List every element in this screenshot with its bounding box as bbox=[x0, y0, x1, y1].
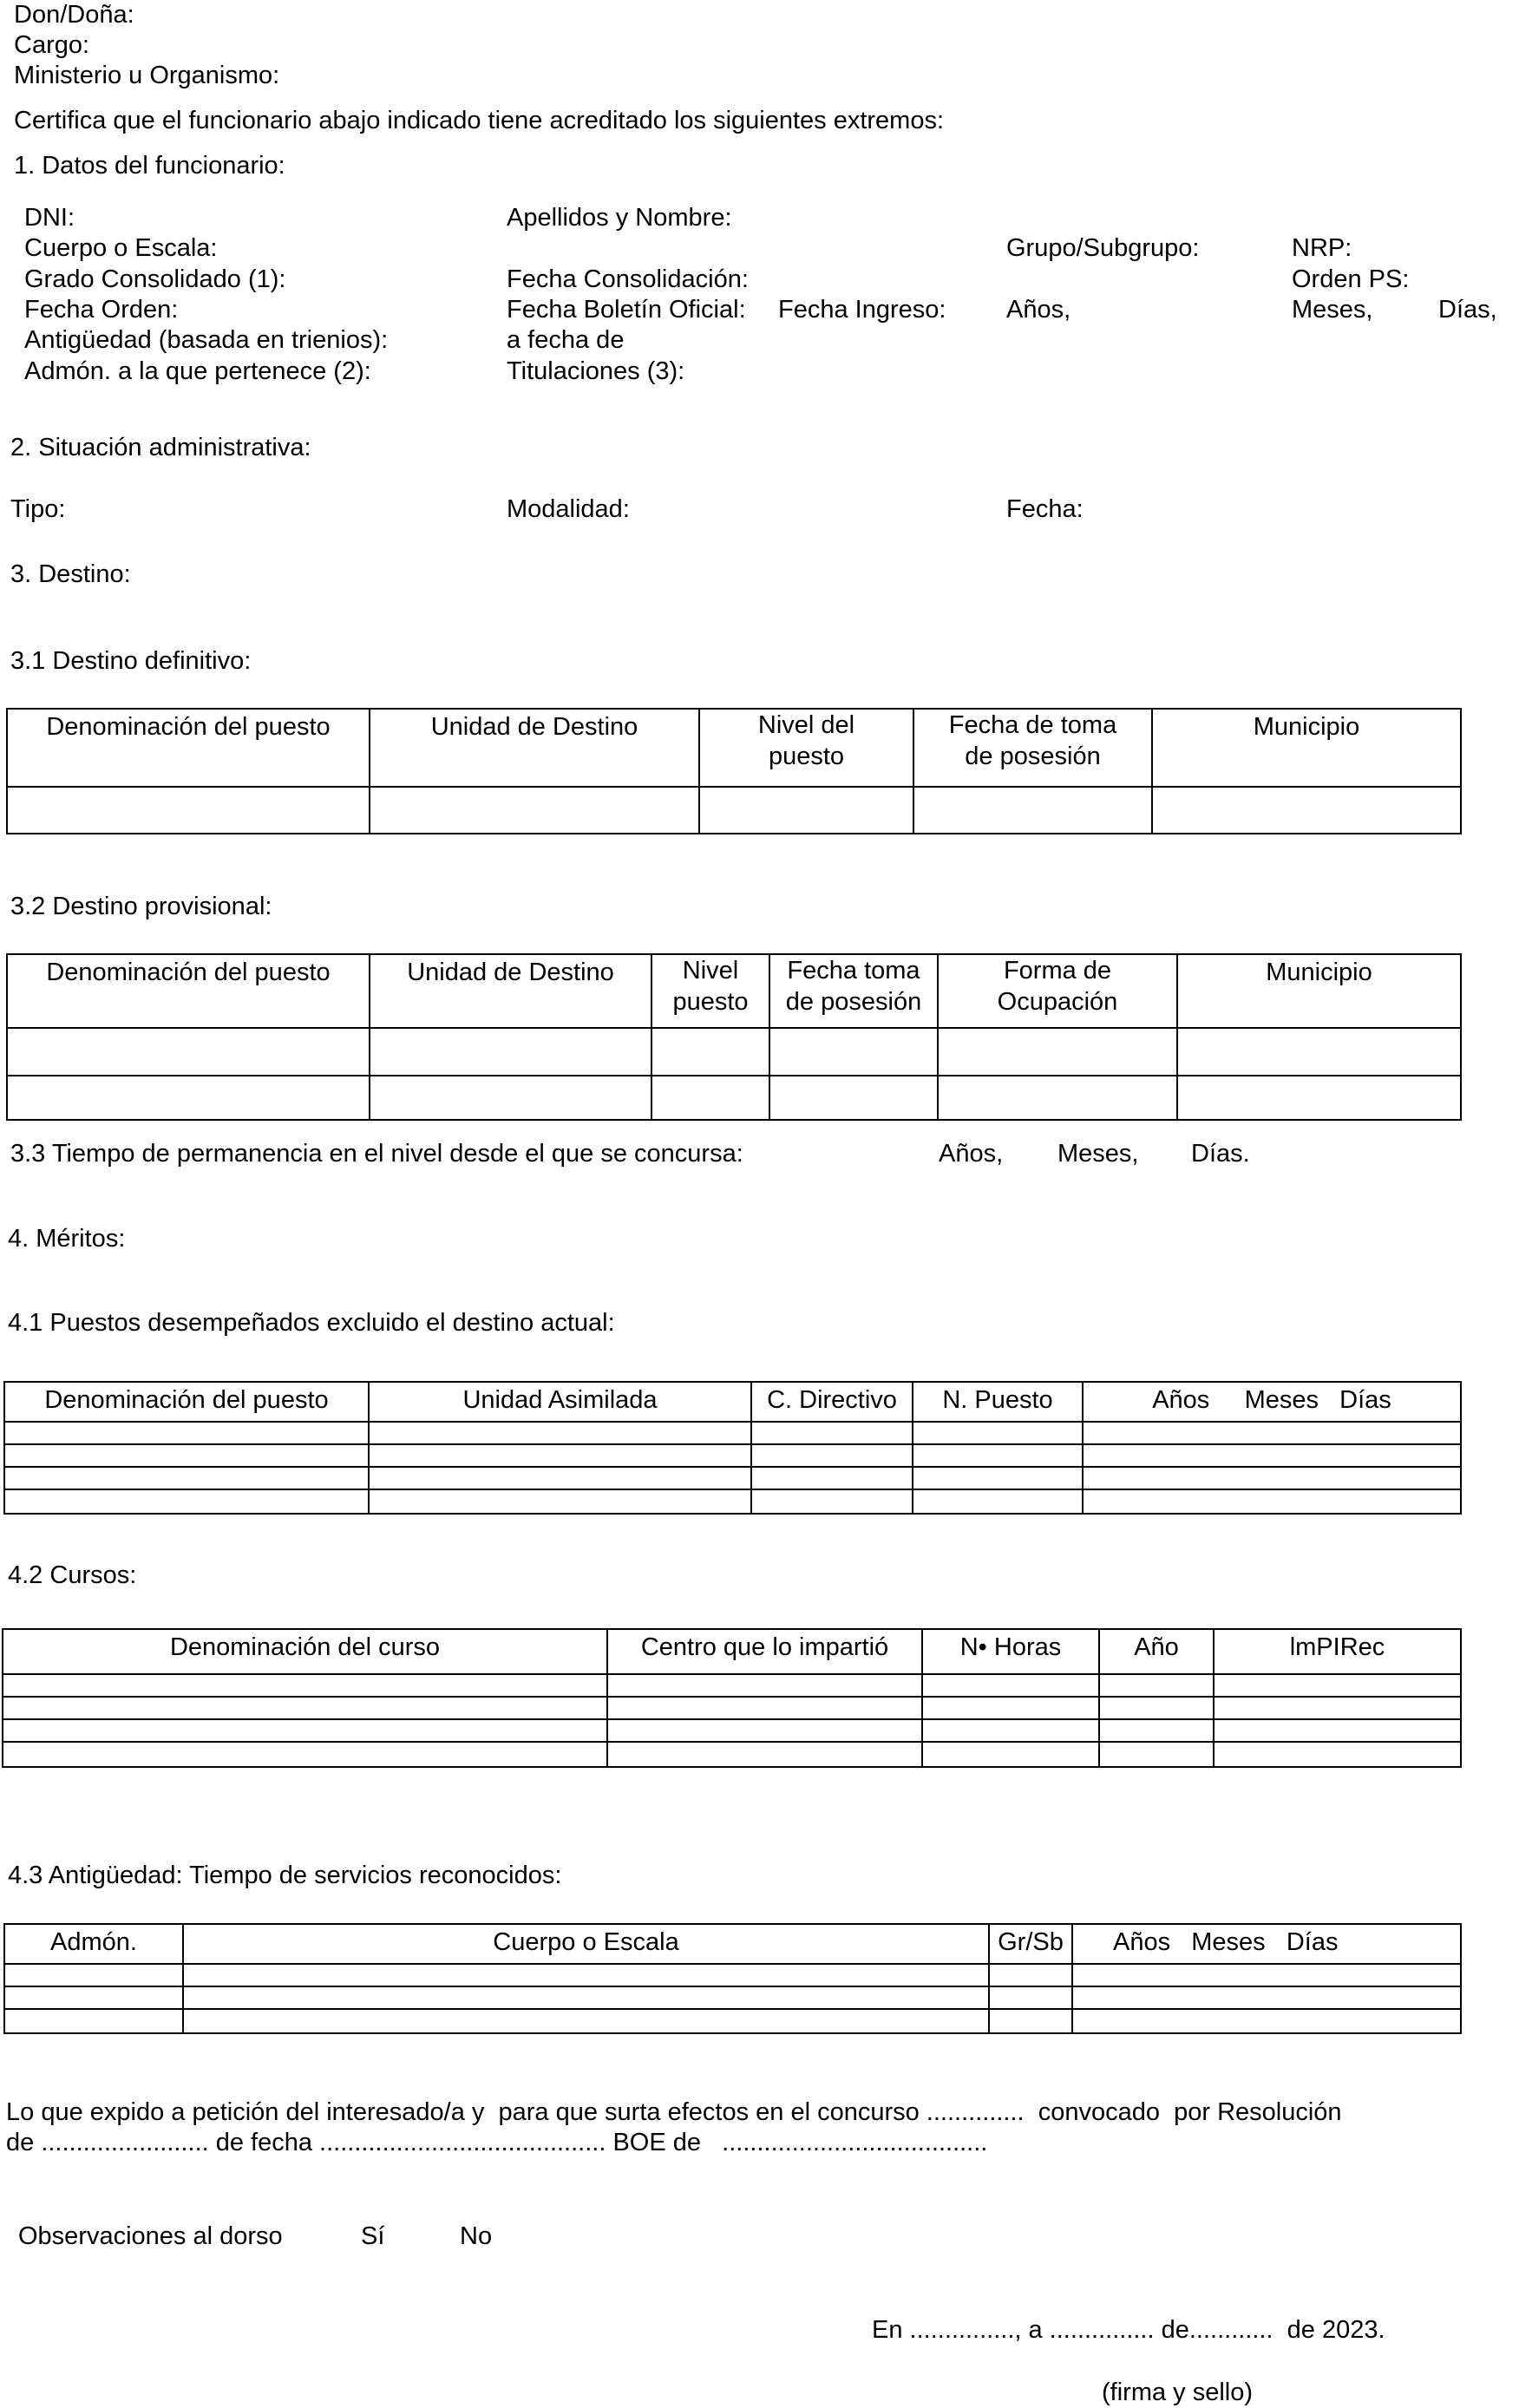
grupo-label: Grupo/Subgrupo: bbox=[1006, 234, 1200, 262]
table-cell[interactable] bbox=[184, 1987, 990, 2008]
table-cell[interactable] bbox=[752, 1445, 913, 1466]
col-forma-ocupacion: Forma de Ocupación bbox=[939, 955, 1178, 1027]
table-cell[interactable] bbox=[770, 1029, 939, 1075]
table-cell[interactable] bbox=[1215, 1743, 1460, 1766]
table-cell[interactable] bbox=[1178, 1029, 1460, 1075]
table-cell[interactable] bbox=[923, 1698, 1100, 1718]
table-row bbox=[3, 1718, 1460, 1741]
table-cell[interactable] bbox=[652, 1029, 770, 1075]
permanencia-dias: Días. bbox=[1191, 1140, 1250, 1168]
nrp-label: NRP: bbox=[1292, 234, 1352, 262]
table-header-row bbox=[5, 1383, 1460, 1421]
col-denominacion-curso: Denominación del curso bbox=[3, 1630, 608, 1673]
col-anios-meses-dias: Años Meses Días bbox=[1113, 1928, 1339, 1956]
table-header-row bbox=[3, 1630, 1460, 1673]
table-cell[interactable] bbox=[1178, 1076, 1460, 1119]
table-cell[interactable] bbox=[184, 1965, 990, 1986]
fecha-consolidacion-label: Fecha Consolidación: bbox=[507, 265, 749, 293]
cargo-label: Cargo: bbox=[14, 31, 90, 59]
col-fecha-toma: Fecha toma de posesión bbox=[770, 955, 939, 1027]
observaciones-no[interactable]: No bbox=[460, 2222, 493, 2250]
titulaciones-label: Titulaciones (3): bbox=[507, 357, 685, 385]
table-cell[interactable] bbox=[1100, 1743, 1215, 1766]
fecha-label: Fecha: bbox=[1006, 495, 1084, 523]
table-cell[interactable] bbox=[939, 1029, 1178, 1075]
table-cell[interactable] bbox=[1215, 1720, 1460, 1741]
table-cell[interactable] bbox=[923, 1675, 1100, 1696]
table-cell[interactable] bbox=[1100, 1720, 1215, 1741]
col-nivel: Nivel puesto bbox=[652, 955, 770, 1027]
table-cell[interactable] bbox=[370, 1076, 652, 1119]
section-3-title: 3. Destino: bbox=[10, 560, 131, 588]
observaciones-label: Observaciones al dorso bbox=[18, 2222, 283, 2250]
col-nivel: Nivel del puesto bbox=[700, 710, 914, 786]
modalidad-label: Modalidad: bbox=[507, 495, 630, 523]
table-cell[interactable] bbox=[608, 1698, 923, 1718]
section-31-title: 3.1 Destino definitivo: bbox=[10, 647, 252, 675]
a-fecha-label: a fecha de bbox=[507, 326, 625, 354]
table-row bbox=[5, 1489, 1460, 1513]
table-cell[interactable] bbox=[1215, 1675, 1460, 1696]
puestos-desempenados-table bbox=[3, 1381, 1462, 1515]
table-cell[interactable] bbox=[5, 1965, 184, 1986]
table-cell[interactable] bbox=[770, 1076, 939, 1119]
col-denominacion: Denominación del puesto bbox=[8, 955, 370, 1027]
col-admon: Admón. bbox=[5, 1925, 184, 1963]
table-row bbox=[3, 1696, 1460, 1718]
table-header-row bbox=[8, 710, 1460, 786]
lugar-fecha: En ..............., a ............... de............ de 2023. bbox=[872, 2316, 1385, 2344]
table-cell[interactable] bbox=[3, 1675, 608, 1696]
fecha-boletin-label: Fecha Boletín Oficial: bbox=[507, 296, 746, 324]
table-header-row bbox=[5, 1925, 1460, 1963]
table-cell[interactable] bbox=[5, 1423, 370, 1443]
permanencia-anios: Años, bbox=[939, 1140, 1004, 1168]
table-row bbox=[3, 1741, 1460, 1766]
destino-definitivo-table bbox=[6, 708, 1462, 834]
table-cell[interactable] bbox=[3, 1743, 608, 1766]
table-row bbox=[5, 1466, 1460, 1489]
table-cell[interactable] bbox=[608, 1675, 923, 1696]
fecha-orden-label: Fecha Orden: bbox=[24, 296, 179, 324]
table-cell[interactable] bbox=[5, 2010, 184, 2032]
col-horas: N• Horas bbox=[923, 1630, 1100, 1673]
table-cell[interactable] bbox=[1100, 1698, 1215, 1718]
admon-label: Admón. a la que pertenece (2): bbox=[24, 357, 371, 385]
table-row bbox=[5, 2008, 1460, 2032]
section-41-title: 4.1 Puestos desempeñados excluido el destino actual: bbox=[8, 1309, 615, 1337]
dias-label: Días, bbox=[1438, 296, 1497, 324]
table-cell[interactable] bbox=[913, 1423, 1084, 1443]
destino-provisional-table bbox=[6, 953, 1462, 1121]
table-cell[interactable] bbox=[1073, 1965, 1460, 1986]
table-row bbox=[8, 786, 1460, 833]
table-cell[interactable] bbox=[8, 1076, 370, 1119]
col-cuerpo-escala: Cuerpo o Escala bbox=[184, 1925, 990, 1963]
grado-label: Grado Consolidado (1): bbox=[24, 265, 286, 293]
firma-sello: (firma y sello) bbox=[1102, 2379, 1254, 2406]
col-c-directivo: C. Directivo bbox=[752, 1383, 913, 1421]
table-cell[interactable] bbox=[990, 1965, 1073, 1986]
section-42-title: 4.2 Cursos: bbox=[8, 1561, 137, 1589]
table-cell[interactable] bbox=[990, 1987, 1073, 2008]
col-fecha-toma: Fecha de toma de posesión bbox=[914, 710, 1153, 786]
col-denominacion: Denominación del puesto bbox=[8, 710, 370, 786]
table-cell[interactable] bbox=[370, 1490, 752, 1513]
table-cell[interactable] bbox=[700, 788, 914, 833]
cursos-table bbox=[2, 1628, 1462, 1768]
section-2-title: 2. Situación administrativa: bbox=[10, 434, 311, 461]
dni-label: DNI: bbox=[24, 204, 75, 232]
col-gr-sb: Gr/Sb bbox=[990, 1925, 1073, 1963]
table-cell[interactable] bbox=[1084, 1468, 1460, 1489]
table-cell[interactable] bbox=[990, 2010, 1073, 2032]
table-cell[interactable] bbox=[5, 1490, 370, 1513]
don-label: Don/Doña: bbox=[14, 1, 134, 29]
table-cell[interactable] bbox=[608, 1743, 923, 1766]
table-row bbox=[3, 1673, 1460, 1696]
observaciones-si[interactable]: Sí bbox=[361, 2222, 385, 2250]
table-cell[interactable] bbox=[914, 788, 1153, 833]
table-cell[interactable] bbox=[1084, 1423, 1460, 1443]
fecha-ingreso-label: Fecha Ingreso: bbox=[778, 296, 946, 324]
table-cell[interactable] bbox=[923, 1720, 1100, 1741]
table-row bbox=[5, 1963, 1460, 1986]
cuerpo-label: Cuerpo o Escala: bbox=[24, 234, 218, 262]
col-anio: Año bbox=[1100, 1630, 1215, 1673]
orden-ps-label: Orden PS: bbox=[1292, 265, 1410, 293]
table-cell[interactable] bbox=[1084, 1445, 1460, 1466]
table-cell[interactable] bbox=[913, 1490, 1084, 1513]
col-unidad-asimilada: Unidad Asimilada bbox=[370, 1383, 752, 1421]
tipo-label: Tipo: bbox=[10, 495, 66, 523]
table-row bbox=[5, 1443, 1460, 1466]
col-municipio: Municipio bbox=[1266, 959, 1372, 986]
anios-label: Años, bbox=[1006, 296, 1071, 324]
expide-line-2: de ........................ de fecha ......................................... BOE de ...................................... bbox=[6, 2129, 988, 2156]
table-cell[interactable] bbox=[8, 1029, 370, 1075]
section-32-title: 3.2 Destino provisional: bbox=[10, 893, 272, 920]
table-cell[interactable] bbox=[1215, 1698, 1460, 1718]
table-cell[interactable] bbox=[1084, 1490, 1460, 1513]
col-denominacion: Denominación del puesto bbox=[5, 1383, 370, 1421]
table-cell[interactable] bbox=[370, 1423, 752, 1443]
col-unidad-destino: Unidad de Destino bbox=[370, 710, 700, 786]
table-cell[interactable] bbox=[913, 1445, 1084, 1466]
table-cell[interactable] bbox=[752, 1468, 913, 1489]
section-1-title: 1. Datos del funcionario: bbox=[14, 152, 285, 180]
table-row bbox=[8, 1075, 1460, 1119]
table-cell[interactable] bbox=[370, 1029, 652, 1075]
table-cell[interactable] bbox=[5, 1468, 370, 1489]
table-cell[interactable] bbox=[8, 788, 370, 833]
certifica-text: Certifica que el funcionario abajo indicado tiene acreditado los siguientes extremos: bbox=[14, 107, 945, 134]
expide-line-1: Lo que expido a petición del interesado/a y para que surta efectos en el concurso .............. convocado por Resolución bbox=[6, 2098, 1342, 2126]
table-row bbox=[8, 1027, 1460, 1075]
antiguedad-label: Antigüedad (basada en trienios): bbox=[24, 326, 389, 354]
col-centro: Centro que lo impartió bbox=[608, 1630, 923, 1673]
table-cell[interactable] bbox=[752, 1490, 913, 1513]
table-cell[interactable] bbox=[370, 1468, 752, 1489]
table-cell[interactable] bbox=[923, 1743, 1100, 1766]
antiguedad-table bbox=[3, 1923, 1462, 2034]
table-cell[interactable] bbox=[370, 788, 700, 833]
table-cell[interactable] bbox=[652, 1076, 770, 1119]
col-impirec: lmPIRec bbox=[1289, 1633, 1385, 1661]
table-cell[interactable] bbox=[370, 1445, 752, 1466]
table-row bbox=[5, 1421, 1460, 1443]
col-n-puesto: N. Puesto bbox=[913, 1383, 1084, 1421]
table-cell[interactable] bbox=[913, 1468, 1084, 1489]
col-municipio: Municipio bbox=[1253, 713, 1360, 741]
table-cell[interactable] bbox=[939, 1076, 1178, 1119]
table-header-row bbox=[8, 955, 1460, 1027]
apellidos-label: Apellidos y Nombre: bbox=[507, 204, 732, 232]
table-cell[interactable] bbox=[1073, 1987, 1460, 2008]
col-anios-meses-dias: Años Meses Días bbox=[1152, 1386, 1391, 1414]
table-row bbox=[5, 1986, 1460, 2008]
table-cell[interactable] bbox=[608, 1720, 923, 1741]
ministerio-label: Ministerio u Organismo: bbox=[14, 62, 280, 89]
permanencia-meses: Meses, bbox=[1057, 1140, 1139, 1168]
meses-label: Meses, bbox=[1292, 296, 1373, 324]
section-43-title: 4.3 Antigüedad: Tiempo de servicios reconocidos: bbox=[8, 1862, 562, 1889]
table-cell[interactable] bbox=[1153, 788, 1460, 833]
table-cell[interactable] bbox=[1100, 1675, 1215, 1696]
table-cell[interactable] bbox=[184, 2010, 990, 2032]
section-4-title: 4. Méritos: bbox=[8, 1225, 126, 1253]
section-33-title: 3.3 Tiempo de permanencia en el nivel desde el que se concursa: bbox=[10, 1140, 743, 1168]
col-unidad-destino: Unidad de Destino bbox=[370, 955, 652, 1027]
table-cell[interactable] bbox=[5, 1987, 184, 2008]
table-cell[interactable] bbox=[5, 1445, 370, 1466]
table-cell[interactable] bbox=[752, 1423, 913, 1443]
table-cell[interactable] bbox=[3, 1720, 608, 1741]
table-cell[interactable] bbox=[1073, 2010, 1460, 2032]
table-cell[interactable] bbox=[3, 1698, 608, 1718]
